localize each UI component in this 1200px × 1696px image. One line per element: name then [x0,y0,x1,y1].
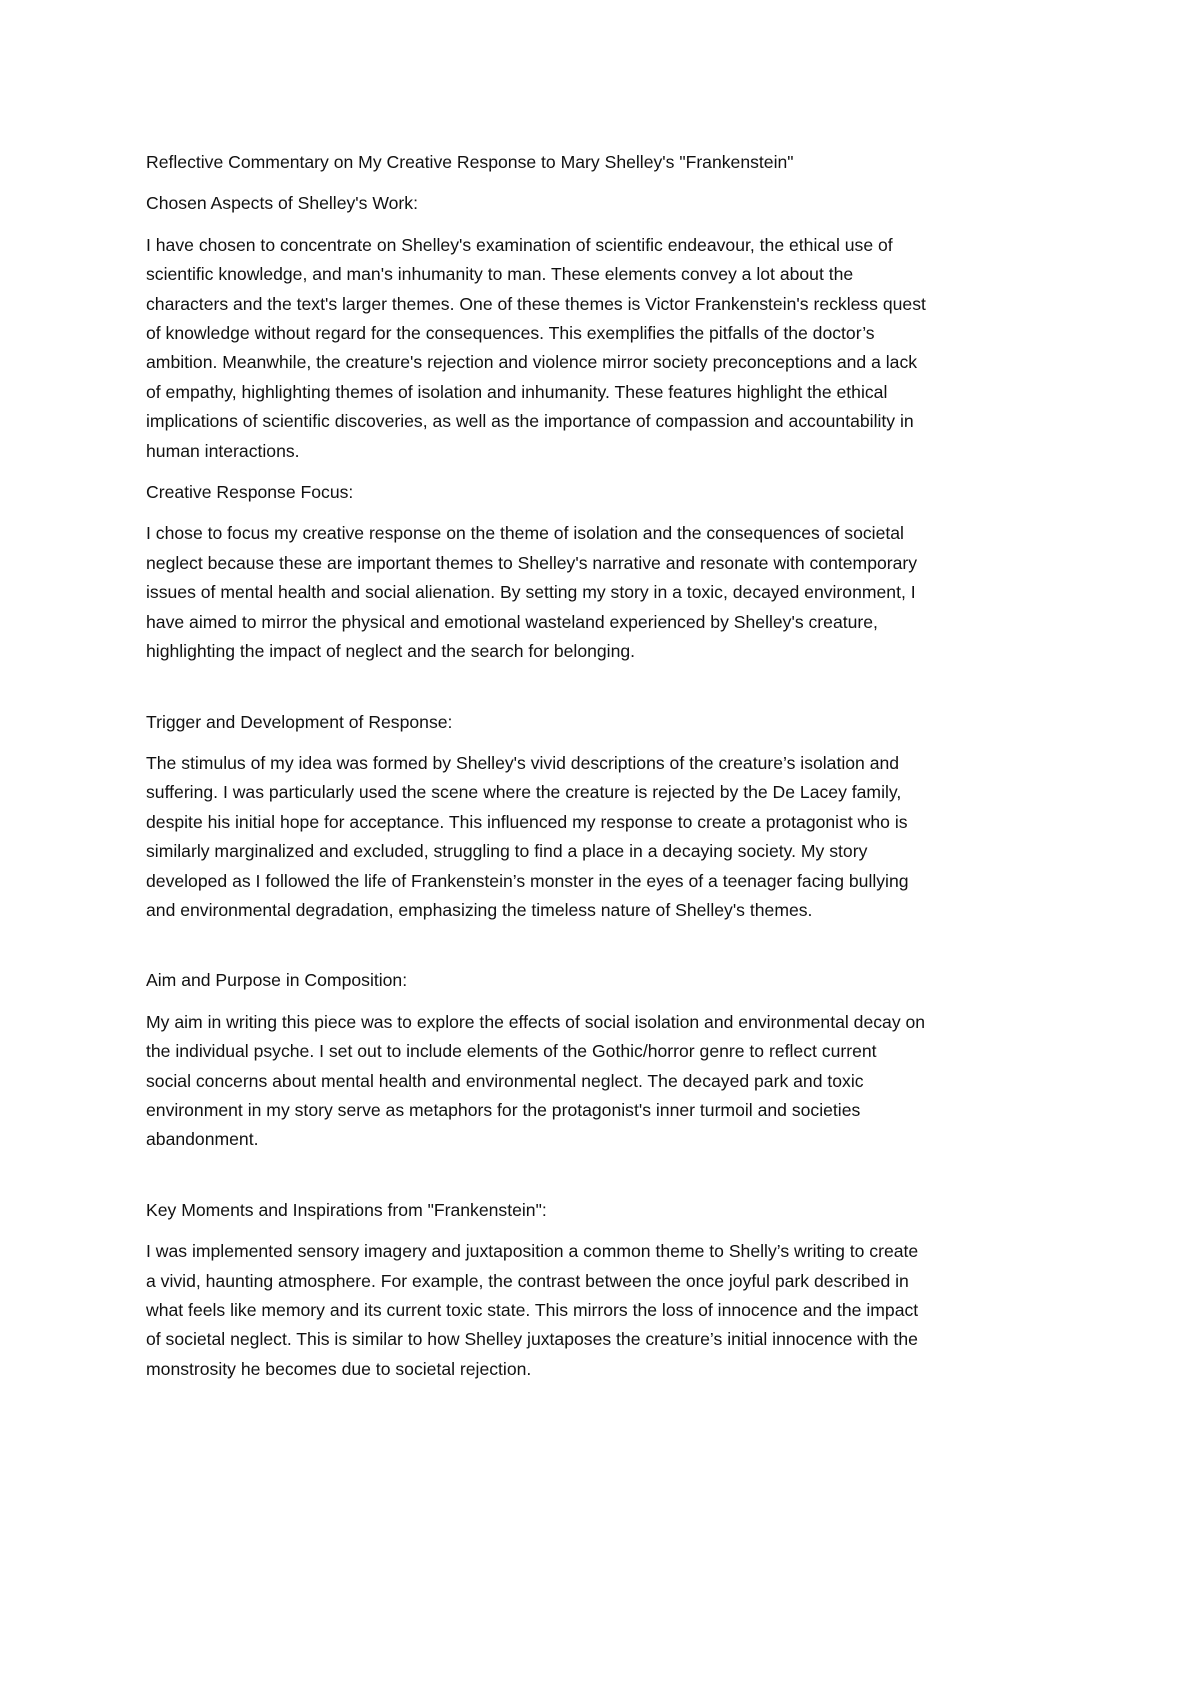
section-paragraph-chosen-aspects [146,231,1076,466]
text-line: social concerns about mental health and environmental neglect. The decayed park and toxic [146,1070,864,1091]
text-line: suffering. I was particularly used the scene where the creature is rejected by the De Lacey family, [146,782,902,803]
text-line: I have chosen to concentrate on Shelley's examination of scientific endeavour, the ethical use of [146,234,893,255]
text-line: environment in my story serve as metaphors for the protagonist's inner turmoil and societies [146,1099,861,1120]
text-line: of knowledge without regard for the consequences. This exemplifies the pitfalls of the doctor’s [146,323,875,344]
text-line: implications of scientific discoveries, as well as the importance of compassion and accountability in [146,411,914,432]
text-line: characters and the text's larger themes. One of these themes is Victor Frankenstein's reckless quest [146,293,926,314]
text-line: monstrosity he becomes due to societal rejection. [146,1358,532,1379]
text-line: of societal neglect. This is similar to how Shelley juxtaposes the creature’s initial innocence with the [146,1329,918,1350]
text-line: I was implemented sensory imagery and juxtaposition a common theme to Shelly’s writing to create [146,1241,919,1262]
text-line: and environmental degradation, emphasizing the timeless nature of Shelley's themes. [146,899,813,920]
section-heading-trigger-development: Trigger and Development of Response: [146,711,453,732]
text-line: issues of mental health and social alienation. By setting my story in a toxic, decayed environment, I [146,582,916,603]
section-paragraph-trigger-development [146,749,1076,925]
text-line: have aimed to mirror the physical and emotional wasteland experienced by Shelley's creature, [146,611,878,632]
text-line: a vivid, haunting atmosphere. For example, the contrast between the once joyful park described in [146,1270,909,1291]
text-line: I chose to focus my creative response on the theme of isolation and the consequences of societal [146,523,904,544]
text-line: what feels like memory and its current toxic state. This mirrors the loss of innocence and the impact [146,1300,919,1320]
section-paragraph-creative-focus [146,519,1076,666]
text-line: abandonment. [146,1129,259,1150]
text-line: The stimulus of my idea was formed by Shelley's vivid descriptions of the creature’s isolation and [146,752,900,773]
text-line: scientific knowledge, and man's inhumanity to man. These elements convey a lot about the [146,264,854,285]
text-line: despite his initial hope for acceptance. This influenced my response to create a protagonist who is [146,811,908,832]
text-line: similarly marginalized and excluded, struggling to find a place in a decaying society. My story [146,841,868,862]
section-paragraph-key-moments [146,1237,1076,1384]
text-line: human interactions. [146,440,300,461]
section-heading-key-moments: Key Moments and Inspirations from "Frankenstein": [146,1199,547,1220]
text-line: My aim in writing this piece was to explore the effects of social isolation and environmental decay on [146,1011,926,1032]
section-heading-aim-purpose: Aim and Purpose in Composition: [146,970,408,991]
text-line: developed as I followed the life of Frankenstein’s monster in the eyes of a teenager facing bullying [146,870,909,891]
section-paragraph-aim-purpose [146,1008,1076,1155]
text-line: the individual psyche. I set out to include elements of the Gothic/horror genre to reflect current [146,1041,877,1062]
document-body [146,148,1076,1384]
text-line: of empathy, highlighting themes of isolation and inhumanity. These features highlight the ethical [146,381,888,402]
section-heading-creative-focus: Creative Response Focus: [146,482,354,503]
section-heading-chosen-aspects: Chosen Aspects of Shelley's Work: [146,193,418,214]
text-line: highlighting the impact of neglect and the search for belonging. [146,641,636,662]
text-line: ambition. Meanwhile, the creature's rejection and violence mirror society preconceptions and a lack [146,352,918,373]
document-title: Reflective Commentary on My Creative Response to Mary Shelley's "Frankenstein" [146,152,794,172]
text-line: neglect because these are important themes to Shelley's narrative and resonate with contemporary [146,552,918,573]
